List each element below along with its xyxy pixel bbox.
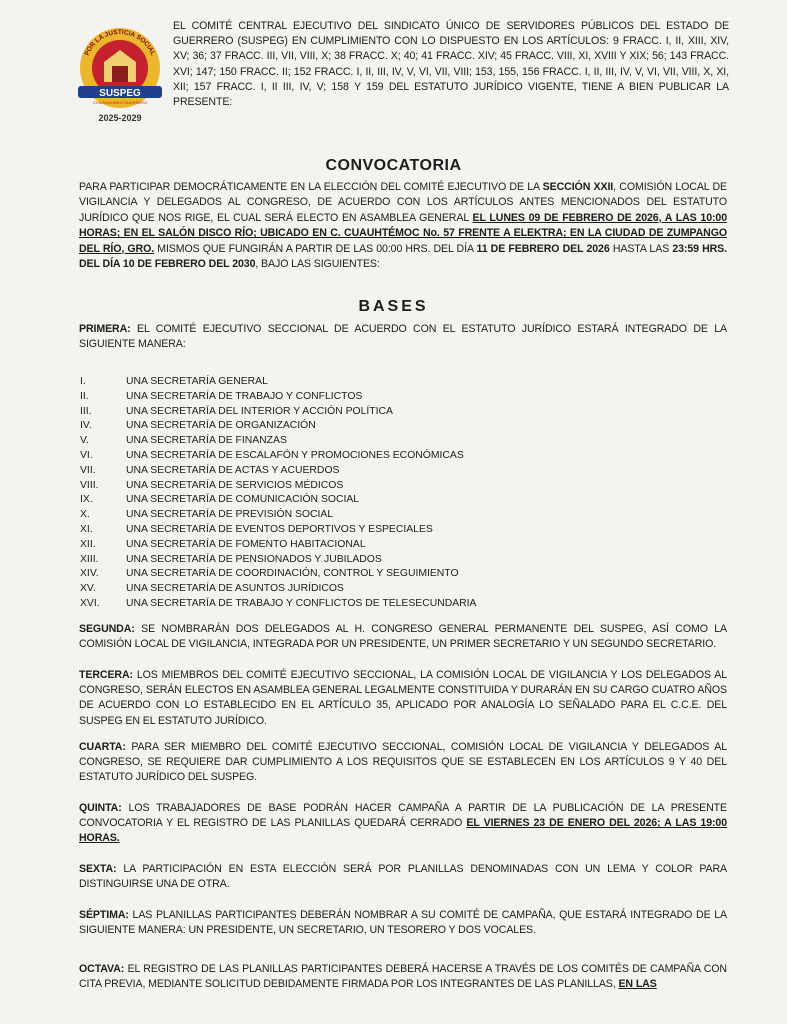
intro-paragraph: EL COMITÉ CENTRAL EJECUTIVO DEL SINDICATO ÚNICO DE SERVIDORES PÚBLICOS DEL ESTADO DE GUERRERO (SUSPEG) EN CUMPLIMIENTO CON LO DISPUESTO EN LOS ARTÍCULOS: 9 FRACC. I, II, XIII, XIV, XV; 36; 37 FRACC. III, VII, VIII, X; 38 FRACC. X; 40; 41 FRACC. XIV; 45 FRACC. VIII, XI, XVIII Y XIX; 56; 143 FRACC. XVI; 147; 150 FRACC. II; 152 FRACC. I, II, III, IV, V, VI, VII, VIII; 153, 155, 156 FRACC. I, II, III, IV, V, VI, VII, VIII, X, XI, XII; 157 FRACC. I, II III, IV, V; 158 Y 159 DEL ESTATUTO JURÍDICO VIGENTE, TIENE A BIEN PUBLICAR LA PRESENTE: <box>173 20 729 109</box>
convocatoria-paragraph: PARA PARTICIPAR DEMOCRÁTICAMENTE EN LA ELECCIÓN DEL COMITÉ EJECUTIVO DE LA SECCIÓN XXII, COMISIÓN LOCAL DE VIGILANCIA Y DELEGADOS AL CONGRESO, DE ACUERDO CON LOS ARTÍCULOS ANTES MENCIONADOS DEL ESTATUTO JURÍDICO QUE NOS RIGE, EL CUAL SERÁ ELECTO EN ASAMBLEA GENERAL EL LUNES 09 DE FEBRERO DE 2026, A LAS 10:00 HORAS; EN EL SALÓN DISCO RÍO; UBICADO EN C. CUAUHTÉMOC No. 57 FRENTE A ELEKTRA; EN LA CIUDAD DE ZUMPANGO DEL RÍO, GRO. MISMOS QUE FUNGIRÁN A PARTIR DE LAS 00:00 HRS. DEL DÍA 11 DE FEBRERO DEL 2026 HASTA LAS 23:59 HRS. DEL DÍA 10 DE FEBRERO DEL 2030, BAJO LAS SIGUIENTES: <box>79 181 728 271</box>
secretaria-number: XVI. <box>80 597 100 609</box>
base-tercera: TERCERA: LOS MIEMBROS DEL COMITÉ EJECUTIVO SECCIONAL, LA COMISIÓN LOCAL DE VIGILANCIA Y LOS DELEGADOS AL CONGRESO, SERÁN ELECTOS EN ASAMBLEA GENERAL LEGALMENTE CONSTITUIDA Y DURARÁN EN SU CARGO CUATRO AÑOS DE ACUERDO CON LO ESTABLECIDO EN EL ARTÍCULO 35, APLICADO POR ANALOGÍA LO SEÑALADO PARA EL C.C.E. DEL SUSPEG EN EL ESTATUTO JURÍDICO. <box>79 669 727 727</box>
secretaria-number: III. <box>80 405 92 417</box>
base-primera: PRIMERA: EL COMITÉ EJECUTIVO SECCIONAL DE ACUERDO CON EL ESTATUTO JURÍDICO ESTARÁ INTEGRADO DE LA SIGUIENTE MANERA: <box>79 323 727 351</box>
secretaria-item <box>80 538 580 553</box>
secretaria-number: VII. <box>80 464 96 476</box>
bases-heading: BASES <box>358 298 429 315</box>
seccion-label: SECCIÓN XXII <box>542 181 614 193</box>
secretaria-number: V. <box>80 435 89 447</box>
logo-name: SUSPEG <box>99 88 141 99</box>
secretaria-number: XIV. <box>80 568 99 580</box>
secretarias-list <box>80 375 580 612</box>
secretaria-item <box>80 479 580 494</box>
secretaria-name: UNA SECRETARÍA DE PENSIONADOS Y JUBILADOS <box>126 553 382 565</box>
secretaria-name: UNA SECRETARÍA DE ESCALAFÓN Y PROMOCIONES ECONÓMICAS <box>126 449 464 461</box>
secretaria-number: VI. <box>80 449 93 461</box>
fecha-inicio: 11 DE FEBRERO DEL 2026 <box>476 242 610 255</box>
secretaria-name: UNA SECRETARÍA DE FINANZAS <box>126 435 287 447</box>
secretaria-number: XIII. <box>80 553 99 565</box>
document-title: CONVOCATORIA <box>325 157 462 174</box>
secretaria-number: XII. <box>80 538 96 550</box>
logo-arc-text: POR LA JUSTICIA SOCIAL <box>83 28 157 57</box>
secretaria-name: UNA SECRETARÍA DE TRABAJO Y CONFLICTOS DE TELESECUNDARIA <box>126 597 477 609</box>
base-septima: SÉPTIMA: LAS PLANILLAS PARTICIPANTES DEBERÁN NOMBRAR A SU COMITÉ DE CAMPAÑA, QUE ESTARÁ INTEGRADO DE LA SIGUIENTE MANERA: UN PRESIDENTE, UN SECRETARIO, UN TESORERO Y DOS VOCALES. <box>79 909 727 937</box>
secretaria-item <box>80 523 580 538</box>
secretaria-name: UNA SECRETARÍA DE ASUNTOS JURÍDICOS <box>126 583 344 595</box>
secretaria-name: UNA SECRETARÍA DE PREVISIÓN SOCIAL <box>126 509 334 521</box>
secretaria-item <box>80 434 580 449</box>
secretaria-item <box>80 449 580 464</box>
secretaria-item <box>80 493 580 508</box>
secretaria-item <box>80 390 580 405</box>
fecha-fin: 23:59 HRS. DEL DÍA 10 DE FEBRERO DEL 2030 <box>79 242 727 271</box>
secretaria-item <box>80 419 580 434</box>
secretaria-item <box>80 553 580 568</box>
registro-cierre-fecha: EL VIERNES 23 DE ENERO DEL 2026; A LAS 19:00 HORAS. <box>79 817 727 845</box>
secretaria-name: UNA SECRETARÍA DE ACTAS Y ACUERDOS <box>126 464 340 476</box>
asamblea-fecha-lugar: EL LUNES 09 DE FEBRERO DE 2026, A LAS 10:00 HORAS; EN EL SALÓN DISCO RÍO; UBICADO EN C. CUAUHTÉMOC No. 57 FRENTE A ELEKTRA; EN LA CIUDAD DE ZUMPANGO DEL RÍO, GRO. <box>79 211 728 255</box>
secretaria-number: IX. <box>80 494 93 506</box>
secretaria-item <box>80 567 580 582</box>
secretaria-number: I. <box>80 376 86 387</box>
base-octava: OCTAVA: EL REGISTRO DE LAS PLANILLAS PARTICIPANTES DEBERÁ HACERSE A TRAVÉS DE LOS COMITÉS DE CAMPAÑA CON CITA PREVIA, MEDIANTE SOLICITUD DEBIDAMENTE FIRMADA POR LOS INTEGRANTES DE LAS PLANILLAS, EN LAS <box>79 963 727 991</box>
base-sexta: SEXTA: LA PARTICIPACIÓN EN ESTA ELECCIÓN SERÁ POR PLANILLAS DENOMINADAS CON UN LEMA Y COLOR PARA DISTINGUIRSE UNA DE OTRA. <box>79 863 727 891</box>
secretaria-number: II. <box>80 390 89 402</box>
secretaria-name: UNA SECRETARÍA DE COORDINACIÓN, CONTROL Y SEGUIMIENTO <box>126 568 459 580</box>
secretaria-number: IV. <box>80 420 92 432</box>
secretaria-name: UNA SECRETARÍA DE TRABAJO Y CONFLICTOS <box>126 390 363 402</box>
secretaria-name: UNA SECRETARÍA DEL INTERIOR Y ACCIÓN POLÍTICA <box>126 405 393 417</box>
suspeg-logo <box>76 26 164 138</box>
secretaria-name: UNA SECRETARÍA GENERAL <box>126 376 268 387</box>
secretaria-name: UNA SECRETARÍA DE COMUNICACIÓN SOCIAL <box>126 494 360 506</box>
secretaria-item <box>80 597 580 612</box>
secretaria-item <box>80 375 580 390</box>
secretaria-name: UNA SECRETARÍA DE EVENTOS DEPORTIVOS Y ESPECIALES <box>126 523 433 535</box>
secretaria-number: XI. <box>80 523 93 535</box>
secretaria-item <box>80 464 580 479</box>
secretaria-number: XV. <box>80 583 96 595</box>
secretaria-number: X. <box>80 509 90 521</box>
base-cuarta: CUARTA: PARA SER MIEMBRO DEL COMITÉ EJECUTIVO SECCIONAL, COMISIÓN LOCAL DE VIGILANCIA Y DELEGADOS AL CONGRESO, SE REQUIERE DAR CUMPLIMIENTO A LOS REQUISITOS QUE SE ESTABLECEN EN LOS ARTÍCULOS 9 Y 40 DEL ESTATUTO JURÍDICO DEL SUSPEG. <box>79 741 727 784</box>
secretaria-number: VIII. <box>80 479 99 491</box>
secretaria-item <box>80 508 580 523</box>
base-segunda: SEGUNDA: SE NOMBRARÁN DOS DELEGADOS AL H. CONGRESO GENERAL PERMANENTE DEL SUSPEG, ASÍ COMO LA COMISIÓN LOCAL DE VIGILANCIA, INTEGRADA POR UN PRESIDENTE, UN PRIMER SECRETARIO Y UN SEGUNDO SECRETARIO. <box>79 623 727 651</box>
secretaria-name: UNA SECRETARÍA DE FOMENTO HABITACIONAL <box>126 538 366 550</box>
secretaria-item <box>80 405 580 420</box>
secretaria-item <box>80 582 580 597</box>
secretaria-name: UNA SECRETARÍA DE SERVICIOS MÉDICOS <box>126 479 344 491</box>
logo-subtext: CHILPANCINGO GUERRERO <box>92 100 148 105</box>
base-quinta: QUINTA: LOS TRABAJADORES DE BASE PODRÁN HACER CAMPAÑA A PARTIR DE LA PUBLICACIÓN DE LA PRESENTE CONVOCATORIA Y EL REGISTRO DE LAS PLANILLAS QUEDARÁ CERRADO EL VIERNES 23 DE ENERO DEL 2026; A LAS 19:00 HORAS. <box>79 802 727 845</box>
secretaria-name: UNA SECRETARÍA DE ORGANIZACIÓN <box>126 420 316 432</box>
logo-years: 2025-2029 <box>98 113 142 123</box>
